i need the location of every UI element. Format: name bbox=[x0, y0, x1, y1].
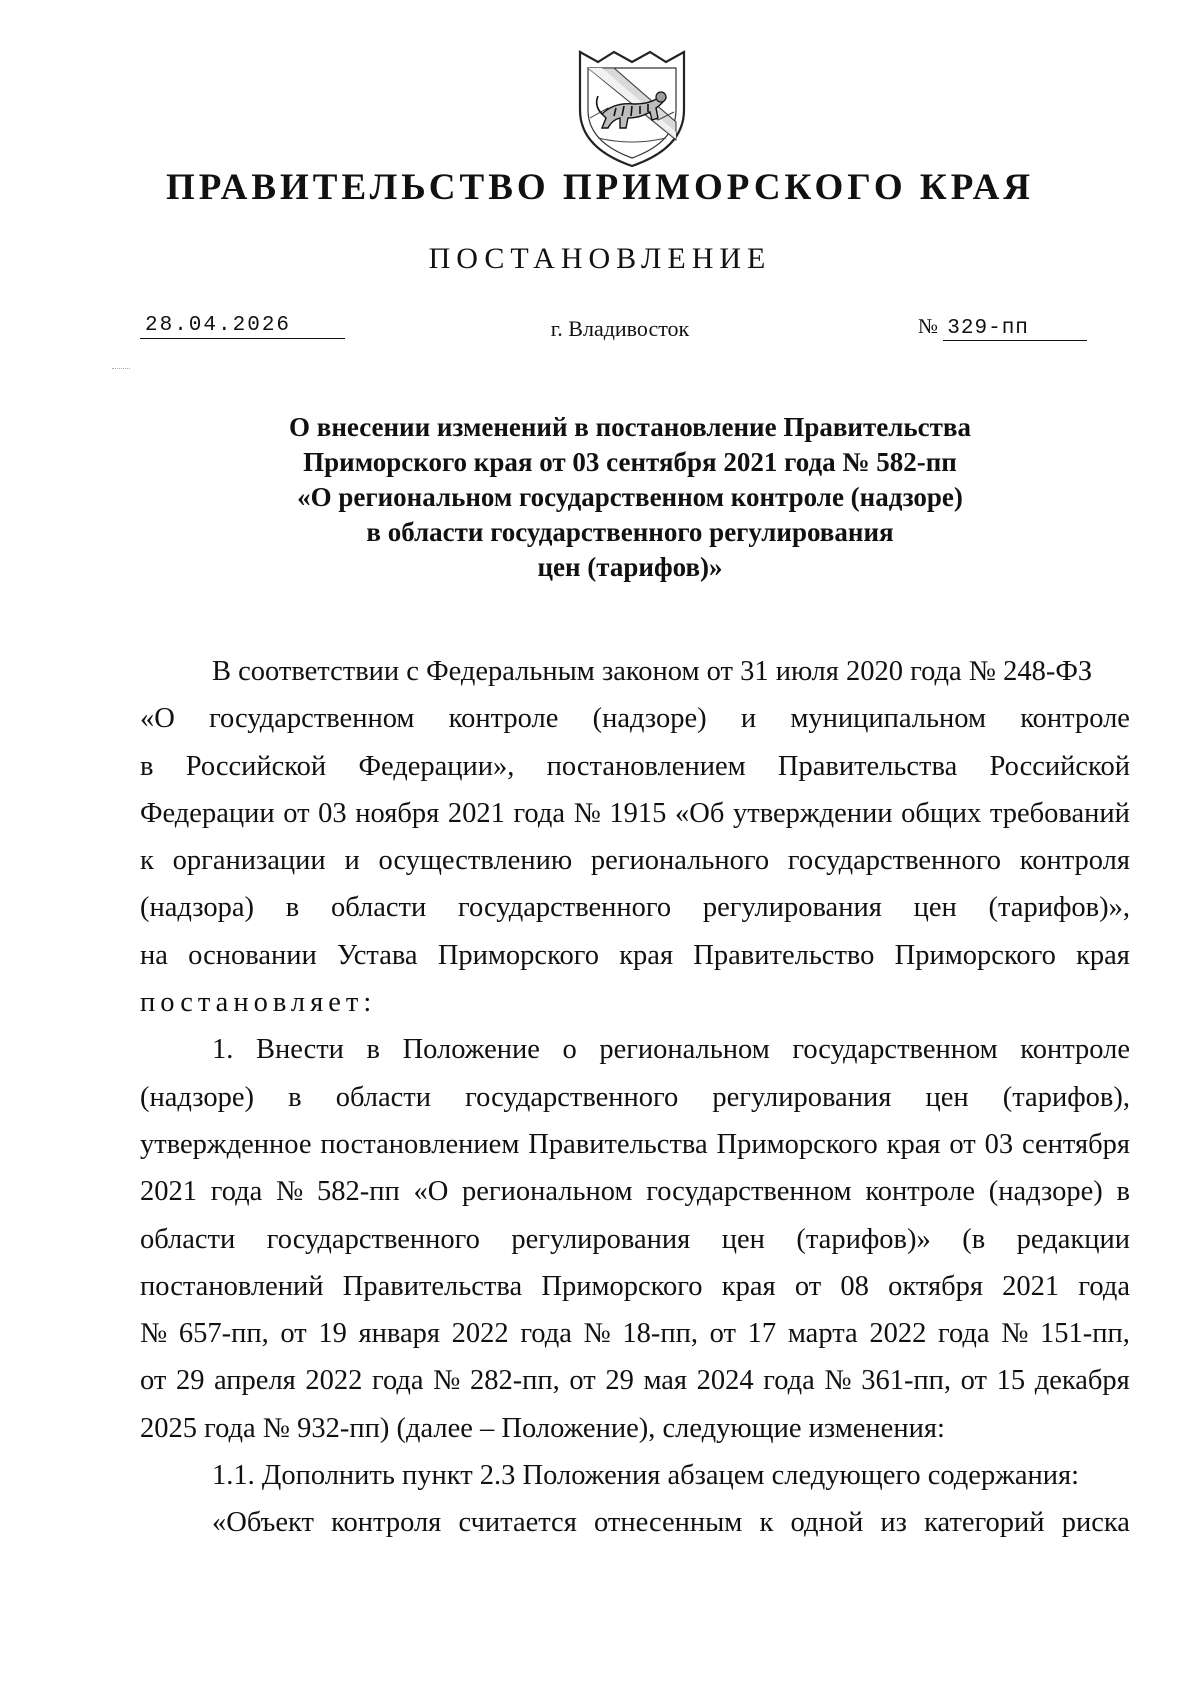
body-text: Федерации bbox=[140, 797, 275, 829]
body-text: 282-пп, bbox=[469, 1365, 560, 1397]
body-text: государственном bbox=[646, 1176, 852, 1208]
body-text: 03 bbox=[984, 1128, 1014, 1160]
body-line bbox=[140, 790, 1130, 837]
body-text: утверждении bbox=[732, 797, 893, 829]
body-text: № bbox=[433, 1365, 461, 1397]
body-text: Правительства bbox=[528, 1128, 708, 1160]
body-text: Приморского bbox=[541, 1270, 703, 1302]
body-text: области bbox=[335, 1081, 432, 1113]
body-line bbox=[140, 1405, 1130, 1452]
body-text: Приморского bbox=[437, 939, 599, 971]
document-type: ПОСТАНОВЛЕНИЕ bbox=[428, 242, 772, 275]
body-text: от bbox=[569, 1365, 596, 1397]
body-line bbox=[140, 979, 1130, 1026]
body-text: края bbox=[1076, 939, 1130, 971]
body-text: Правительства bbox=[342, 1270, 523, 1302]
body-text: регионального bbox=[590, 845, 770, 877]
body-text: цен bbox=[925, 1081, 969, 1113]
body-text: «О bbox=[140, 703, 175, 735]
body-text: «Объект bbox=[212, 1507, 314, 1539]
body-text: к bbox=[759, 1507, 774, 1539]
body-text: № bbox=[140, 1318, 168, 1350]
body-text: (тарифов), bbox=[1002, 1081, 1130, 1113]
body-text: 19 bbox=[318, 1318, 347, 1350]
body-text: о bbox=[562, 1034, 577, 1066]
body-text: государственного bbox=[787, 845, 1002, 877]
body-text: края bbox=[886, 1128, 941, 1160]
body-text: и bbox=[344, 845, 360, 877]
body-text: В соответствии с Федеральным законом от 31 июля 2020 года № 248-ФЗ bbox=[212, 656, 1093, 687]
body-text: года bbox=[763, 1365, 815, 1397]
body-text: (надзоре) bbox=[140, 1081, 254, 1113]
body-line bbox=[140, 1121, 1130, 1168]
body-text: 1. bbox=[212, 1034, 234, 1066]
body-text: контроле bbox=[1020, 1034, 1130, 1066]
body-text: к bbox=[140, 845, 154, 877]
body-text: октября bbox=[888, 1270, 983, 1302]
body-text: области bbox=[140, 1223, 236, 1255]
body-text: от bbox=[949, 1128, 976, 1160]
body-text: от bbox=[283, 797, 310, 829]
body-text: 2021 bbox=[140, 1176, 197, 1208]
body-text: 08 bbox=[840, 1270, 869, 1302]
document-number bbox=[918, 314, 1098, 341]
body-text: № bbox=[1001, 1318, 1029, 1350]
body-text: 03 bbox=[318, 797, 347, 829]
body-text: (надзоре) bbox=[592, 703, 707, 735]
body-text: Правительства bbox=[777, 750, 958, 782]
body-text: 15 bbox=[996, 1365, 1026, 1397]
body-text: Российской bbox=[185, 750, 327, 782]
title-line: Приморского края от 03 сентября 2021 года № 582-пп bbox=[303, 447, 957, 477]
body-text: (надзора) bbox=[140, 892, 254, 924]
body-text: риска bbox=[1061, 1507, 1130, 1539]
body-text: (надзоре) bbox=[988, 1176, 1103, 1208]
document-body bbox=[140, 648, 1130, 1547]
body-text: 582-пп bbox=[316, 1176, 400, 1208]
body-text: года bbox=[520, 1318, 572, 1350]
document-date: 28.04.2026 bbox=[140, 314, 345, 339]
body-text: региональном bbox=[599, 1034, 770, 1066]
body-text: отнесенным bbox=[594, 1507, 743, 1539]
body-text: Положение bbox=[402, 1034, 540, 1066]
body-text: региональном bbox=[462, 1176, 633, 1208]
body-text: категорий bbox=[924, 1507, 1045, 1539]
body-text: Внести bbox=[255, 1034, 344, 1066]
body-text: от bbox=[794, 1270, 822, 1302]
body-text: Приморского bbox=[894, 939, 1056, 971]
title-line: «О региональном государственном контроле (надзоре) bbox=[297, 482, 963, 512]
body-line bbox=[140, 648, 1130, 695]
body-text: года bbox=[1078, 1270, 1130, 1302]
body-text: (тарифов)», bbox=[988, 892, 1130, 924]
body-text: года bbox=[210, 1176, 263, 1208]
body-text: мая bbox=[643, 1365, 688, 1397]
body-text: № bbox=[276, 1176, 304, 1208]
body-text: 2025 года № 932-пп) (далее – Положение), следующие изменения: bbox=[140, 1412, 945, 1444]
body-line bbox=[140, 1452, 1130, 1499]
body-text: (в bbox=[962, 1223, 986, 1255]
document-title bbox=[140, 410, 1120, 585]
body-line bbox=[140, 1026, 1130, 1073]
body-text: 2022 bbox=[869, 1318, 927, 1350]
body-text: в bbox=[285, 892, 300, 924]
body-text: муниципальном bbox=[790, 703, 986, 735]
body-text: 17 bbox=[747, 1318, 777, 1350]
scan-artifact bbox=[112, 368, 130, 371]
number-value: 329-пп bbox=[943, 317, 1087, 341]
body-text: государственном bbox=[792, 1034, 998, 1066]
body-text: в bbox=[366, 1034, 380, 1066]
body-text: общих bbox=[901, 797, 982, 829]
body-text: от bbox=[280, 1318, 307, 1350]
body-text: контроля bbox=[1019, 845, 1130, 877]
body-text: 18-пп, bbox=[622, 1318, 699, 1350]
body-text: от bbox=[709, 1318, 737, 1350]
body-text: 657-пп, bbox=[178, 1318, 269, 1350]
body-text: «О bbox=[413, 1176, 449, 1208]
body-text: от bbox=[140, 1365, 167, 1397]
body-text: Правительство bbox=[693, 939, 875, 971]
body-text: постановлений bbox=[140, 1270, 324, 1302]
body-text: марта bbox=[787, 1318, 858, 1350]
body-text: считается bbox=[458, 1507, 577, 1539]
coat-of-arms-icon bbox=[568, 48, 696, 170]
title-line: цен (тарифов)» bbox=[537, 552, 723, 582]
body-text: 29 bbox=[175, 1365, 205, 1397]
title-line: О внесении изменений в постановление Правительства bbox=[289, 412, 971, 442]
body-text: области bbox=[330, 892, 427, 924]
body-text: в bbox=[288, 1081, 302, 1113]
body-text: в bbox=[140, 750, 154, 782]
body-text: года bbox=[937, 1318, 990, 1350]
body-text: декабря bbox=[1034, 1365, 1130, 1397]
body-line bbox=[140, 1499, 1130, 1546]
title-line: в области государственного регулирования bbox=[366, 517, 894, 547]
body-text: цен bbox=[721, 1223, 765, 1255]
body-text: постановлением bbox=[320, 1128, 520, 1160]
body-text: года bbox=[513, 797, 565, 829]
body-text: 151-пп, bbox=[1040, 1318, 1130, 1350]
body-text: от bbox=[960, 1365, 987, 1397]
body-text: 2022 bbox=[305, 1365, 363, 1397]
body-text: апреля bbox=[214, 1365, 296, 1397]
body-text: ноября bbox=[355, 797, 440, 829]
body-text: и bbox=[740, 703, 757, 735]
body-text: Устава bbox=[336, 939, 418, 971]
body-text: контроле bbox=[1020, 703, 1130, 735]
body-text: регулирования bbox=[702, 892, 882, 924]
body-text: в bbox=[1116, 1176, 1130, 1208]
body-text: января bbox=[358, 1318, 440, 1350]
number-label: № bbox=[918, 314, 939, 338]
body-text: 1.1. Дополнить пункт 2.3 Положения абзацем следующего содержания: bbox=[212, 1460, 1080, 1492]
body-text: редакции bbox=[1016, 1223, 1130, 1255]
body-text: требований bbox=[989, 797, 1130, 829]
body-text: регулирования bbox=[712, 1081, 892, 1113]
body-text: края bbox=[619, 939, 674, 971]
body-line bbox=[140, 837, 1130, 884]
body-text: контроля bbox=[331, 1507, 442, 1539]
body-text: 2021 bbox=[1002, 1270, 1060, 1302]
body-text: № bbox=[824, 1365, 852, 1397]
body-text: постановляет: bbox=[140, 987, 377, 1019]
body-text: основании bbox=[188, 939, 317, 971]
body-text: 29 bbox=[605, 1365, 634, 1397]
body-text: «Об bbox=[675, 797, 725, 829]
body-text: 361-пп, bbox=[861, 1365, 952, 1397]
body-text: края bbox=[721, 1270, 776, 1302]
body-text: одной bbox=[790, 1507, 864, 1539]
body-text: Приморского bbox=[716, 1128, 878, 1160]
body-text: контроле bbox=[865, 1176, 976, 1208]
body-line bbox=[140, 1310, 1130, 1357]
body-text: Федерации», bbox=[358, 750, 515, 782]
body-line bbox=[140, 1216, 1130, 1263]
body-text: Российской bbox=[989, 750, 1130, 782]
document-city: г. Владивосток bbox=[550, 316, 690, 341]
body-text: № bbox=[583, 1318, 611, 1350]
body-line bbox=[140, 1074, 1130, 1121]
body-text: № bbox=[573, 797, 601, 829]
body-line bbox=[140, 1263, 1130, 1310]
body-line bbox=[140, 743, 1130, 790]
body-line bbox=[140, 1357, 1130, 1404]
organization-name: ПРАВИТЕЛЬСТВО ПРИМОРСКОГО КРАЯ bbox=[165, 167, 1035, 208]
body-text: 1915 bbox=[609, 797, 667, 829]
body-text: на bbox=[140, 939, 168, 971]
body-text: организации bbox=[172, 845, 326, 877]
body-text: контроле bbox=[448, 703, 559, 735]
body-text: осуществлению bbox=[378, 845, 573, 877]
body-text: (тарифов)» bbox=[796, 1223, 931, 1255]
body-line bbox=[140, 695, 1130, 742]
body-text: регулирования bbox=[511, 1223, 691, 1255]
body-text: 2024 bbox=[696, 1365, 754, 1397]
body-line bbox=[140, 1168, 1130, 1215]
body-text: постановлением bbox=[546, 750, 746, 782]
body-text: цен bbox=[913, 892, 957, 924]
body-text: государственного bbox=[458, 892, 672, 924]
body-text: из bbox=[880, 1507, 907, 1539]
body-text: сентября bbox=[1022, 1128, 1130, 1160]
body-line bbox=[140, 932, 1130, 979]
body-text: года bbox=[371, 1365, 424, 1397]
body-line bbox=[140, 884, 1130, 931]
body-text: государственного bbox=[465, 1081, 679, 1113]
body-text: государственном bbox=[209, 703, 415, 735]
body-text: 2021 bbox=[447, 797, 505, 829]
body-text: утвержденное bbox=[140, 1128, 312, 1160]
body-text: государственного bbox=[266, 1223, 480, 1255]
body-text: 2022 bbox=[451, 1318, 509, 1350]
